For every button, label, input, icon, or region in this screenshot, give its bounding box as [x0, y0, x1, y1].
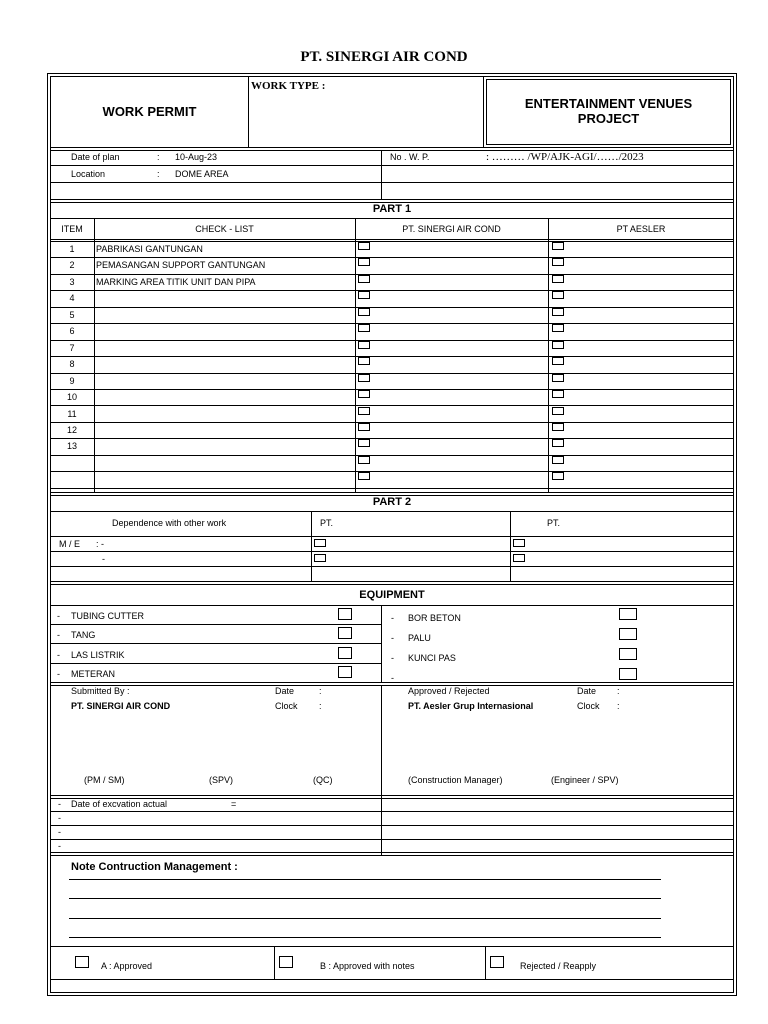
checkbox-sinergi[interactable] — [358, 324, 370, 332]
company-title: PT. SINERGI AIR COND — [300, 49, 468, 65]
divider — [510, 511, 511, 581]
me-checkbox-pt2[interactable] — [513, 539, 525, 547]
signature-construction-manager: (Construction Manager) — [408, 775, 503, 785]
equipment-right-item: PALU — [408, 633, 431, 643]
approve-company: PT. Aesler Grup Internasional — [408, 701, 534, 711]
col-aesler-header: PT AESLER — [616, 224, 666, 234]
checkbox-aesler[interactable] — [552, 423, 564, 431]
divider — [50, 199, 734, 200]
checklist-item-number: 3 — [69, 276, 75, 287]
part2-title: PART 2 — [372, 496, 412, 508]
nowp-value: : ……… /WP/AJK-AGI/……/2023 — [486, 151, 644, 163]
equipment-left-checkbox[interactable] — [338, 666, 352, 678]
checklist-item-number: 13 — [66, 441, 77, 452]
divider — [548, 218, 549, 492]
checkbox-aesler[interactable] — [552, 291, 564, 299]
divider — [50, 839, 734, 840]
part1-title: PART 1 — [372, 203, 412, 215]
me-checkbox-pt1-2[interactable] — [314, 554, 326, 562]
divider — [381, 685, 382, 855]
divider — [50, 438, 734, 439]
work-permit-label: WORK PERMIT — [102, 104, 197, 119]
divider — [274, 946, 275, 979]
me-checkbox-pt2-2[interactable] — [513, 554, 525, 562]
divider — [311, 511, 312, 581]
checklist-item-text: PABRIKASI GANTUNGAN — [96, 244, 203, 254]
divider — [50, 946, 734, 947]
dependence-pt-2: PT. — [547, 518, 561, 528]
divider — [50, 422, 734, 423]
divider — [50, 323, 734, 324]
checkbox-sinergi[interactable] — [358, 423, 370, 431]
excavation-dash-3: - — [58, 841, 61, 851]
project-title: ENTERTAINMENT VENUES PROJECT — [524, 96, 693, 126]
divider — [50, 566, 734, 567]
equipment-right-item: KUNCI PAS — [408, 653, 456, 663]
approved-with-notes-checkbox[interactable] — [279, 956, 293, 968]
divider — [50, 257, 734, 258]
checkbox-aesler[interactable] — [552, 374, 564, 382]
divider — [50, 340, 734, 341]
equipment-left-checkbox[interactable] — [338, 608, 352, 620]
divider — [485, 946, 486, 979]
checklist-item-number: 2 — [69, 260, 75, 271]
equipment-right-checkbox[interactable] — [619, 648, 637, 660]
equipment-left-item: TANG — [71, 630, 96, 640]
equipment-left-item: METERAN — [71, 669, 116, 679]
date-of-plan-label: Date of plan — [71, 152, 120, 162]
divider — [50, 307, 734, 308]
checkbox-aesler[interactable] — [552, 341, 564, 349]
dependence-label: Dependence with other work — [112, 518, 227, 528]
equipment-dash: - — [57, 611, 60, 621]
work-type-label: WORK TYPE : — [251, 80, 326, 92]
approve-clock-label: Clock — [577, 701, 600, 711]
equipment-dash: - — [57, 669, 60, 679]
divider — [50, 685, 734, 686]
checkbox-sinergi[interactable] — [358, 258, 370, 266]
divider — [50, 165, 734, 166]
signature-spv: (SPV) — [209, 775, 234, 785]
divider — [381, 605, 382, 682]
checkbox-sinergi[interactable] — [358, 374, 370, 382]
checkbox-sinergi[interactable] — [358, 341, 370, 349]
equipment-dash: - — [57, 630, 60, 640]
equipment-left-item: LAS LISTRIK — [71, 650, 125, 660]
approved-option: A : Approved — [101, 961, 153, 971]
date-sep: : — [157, 152, 160, 162]
submit-date-label: Date — [275, 686, 295, 696]
note-line-3[interactable] — [69, 918, 661, 919]
divider — [50, 218, 734, 219]
submit-clock-label: Clock — [275, 701, 298, 711]
checkbox-sinergi[interactable] — [358, 308, 370, 316]
divider — [50, 624, 381, 625]
me-dash: - — [102, 554, 105, 564]
approved-with-notes-option: B : Approved with notes — [320, 961, 415, 971]
divider — [50, 663, 381, 664]
divider — [50, 581, 734, 582]
checklist-item-number: 7 — [69, 342, 75, 353]
checkbox-sinergi[interactable] — [358, 291, 370, 299]
submit-date-sep: : — [319, 686, 322, 696]
divider — [94, 218, 95, 492]
divider — [50, 643, 381, 644]
divider — [50, 455, 734, 456]
excavation-label: Date of excvation actual — [71, 799, 168, 809]
submit-clock-sep: : — [319, 701, 322, 711]
checkbox-aesler[interactable] — [552, 242, 564, 250]
checkbox-sinergi[interactable] — [358, 275, 370, 283]
signature-qc: (QC) — [313, 775, 333, 785]
col-item-header: ITEM — [61, 224, 83, 234]
checkbox-sinergi[interactable] — [358, 242, 370, 250]
rejected-option: Rejected / Reapply — [520, 961, 597, 971]
divider — [50, 241, 734, 242]
equipment-left-checkbox[interactable] — [338, 647, 352, 659]
signature-engineer: (Engineer / SPV) — [551, 775, 619, 785]
divider — [50, 492, 734, 493]
divider — [50, 389, 734, 390]
me-sep: : - — [96, 539, 104, 549]
col-checklist-header: CHECK - LIST — [195, 224, 254, 234]
checklist-item-number: 9 — [69, 375, 75, 386]
divider — [50, 373, 734, 374]
checklist-item-number: 11 — [67, 408, 77, 419]
checkbox-sinergi[interactable] — [358, 456, 370, 464]
divider — [355, 218, 356, 492]
divider — [50, 471, 734, 472]
checkbox-aesler[interactable] — [552, 275, 564, 283]
divider — [50, 605, 734, 606]
checkbox-aesler[interactable] — [552, 456, 564, 464]
excavation-eq: = — [231, 799, 237, 809]
equipment-dash: - — [391, 673, 394, 683]
checkbox-sinergi[interactable] — [358, 357, 370, 365]
divider — [50, 405, 734, 406]
approve-date-sep: : — [617, 686, 620, 696]
divider — [50, 979, 734, 980]
equipment-right-checkbox[interactable] — [619, 628, 637, 640]
equipment-dash: - — [391, 633, 394, 643]
divider — [50, 682, 734, 683]
signature-pm: (PM / SM) — [84, 775, 125, 785]
location-label: Location — [71, 169, 106, 179]
dependence-pt-1: PT. — [320, 518, 334, 528]
excavation-dash-0: - — [58, 799, 61, 809]
checklist-item-number: 10 — [66, 392, 77, 403]
checklist-item-number: 8 — [69, 359, 75, 370]
col-sinergi-header: PT. SINERGI AIR COND — [402, 224, 501, 234]
divider — [50, 239, 734, 240]
divider — [50, 795, 734, 796]
approved-checkbox[interactable] — [75, 956, 89, 968]
divider — [50, 290, 734, 291]
divider — [50, 488, 734, 489]
submit-company: PT. SINERGI AIR COND — [71, 701, 171, 711]
checkbox-sinergi[interactable] — [358, 472, 370, 480]
note-line-4[interactable] — [69, 937, 661, 938]
me-checkbox-pt1[interactable] — [314, 539, 326, 547]
divider — [50, 511, 734, 512]
approve-clock-sep: : — [617, 701, 620, 711]
checkbox-aesler[interactable] — [552, 308, 564, 316]
divider — [50, 811, 734, 812]
checkbox-sinergi[interactable] — [358, 439, 370, 447]
submitted-by-label: Submitted By : — [71, 686, 130, 696]
checkbox-sinergi[interactable] — [358, 390, 370, 398]
equipment-left-item: TUBING CUTTER — [71, 611, 144, 621]
checkbox-aesler[interactable] — [552, 357, 564, 365]
date-of-plan-value: 10-Aug-23 — [175, 152, 218, 162]
equipment-title: EQUIPMENT — [359, 589, 425, 601]
equipment-right-item: BOR BETON — [408, 613, 461, 623]
divider — [50, 584, 734, 585]
checkbox-aesler[interactable] — [552, 390, 564, 398]
equipment-dash: - — [391, 613, 394, 623]
excavation-dash-1: - — [58, 813, 61, 823]
note-title: Note Contruction Management : — [71, 861, 238, 873]
checkbox-aesler[interactable] — [552, 324, 564, 332]
checkbox-aesler[interactable] — [552, 472, 564, 480]
note-line-1[interactable] — [69, 879, 661, 880]
checklist-item-text: PEMASANGAN SUPPORT GANTUNGAN — [96, 260, 266, 271]
divider — [50, 536, 734, 537]
location-value: DOME AREA — [175, 169, 229, 179]
divider — [50, 356, 734, 357]
checklist-item-number: 4 — [69, 293, 75, 304]
divider — [50, 274, 734, 275]
divider — [50, 855, 734, 856]
excavation-dash-2: - — [58, 827, 61, 837]
equipment-dash: - — [57, 650, 60, 660]
checklist-item-number: 6 — [69, 326, 75, 337]
checkbox-sinergi[interactable] — [358, 407, 370, 415]
checkbox-aesler[interactable] — [552, 258, 564, 266]
checklist-item-number: 1 — [69, 244, 75, 254]
equipment-left-checkbox[interactable] — [338, 627, 352, 639]
checklist-item-text: MARKING AREA TITIK UNIT DAN PIPA — [96, 276, 256, 287]
checkbox-aesler[interactable] — [552, 439, 564, 447]
checkbox-aesler[interactable] — [552, 407, 564, 415]
checklist-item-number: 12 — [66, 424, 77, 435]
divider — [50, 852, 734, 853]
note-line-2[interactable] — [69, 898, 661, 899]
location-sep: : — [157, 169, 160, 179]
divider — [50, 825, 734, 826]
divider — [381, 150, 382, 199]
divider — [50, 551, 734, 552]
me-label: M / E — [59, 539, 81, 549]
approved-rejected-label: Approved / Rejected — [408, 686, 490, 696]
divider — [50, 182, 734, 183]
equipment-dash: - — [391, 653, 394, 663]
equipment-right-checkbox[interactable] — [619, 668, 637, 680]
checklist-item-number: 5 — [69, 309, 75, 320]
rejected-checkbox[interactable] — [490, 956, 504, 968]
nowp-label: No . W. P. — [390, 152, 430, 162]
approve-date-label: Date — [577, 686, 597, 696]
equipment-right-checkbox[interactable] — [619, 608, 637, 620]
